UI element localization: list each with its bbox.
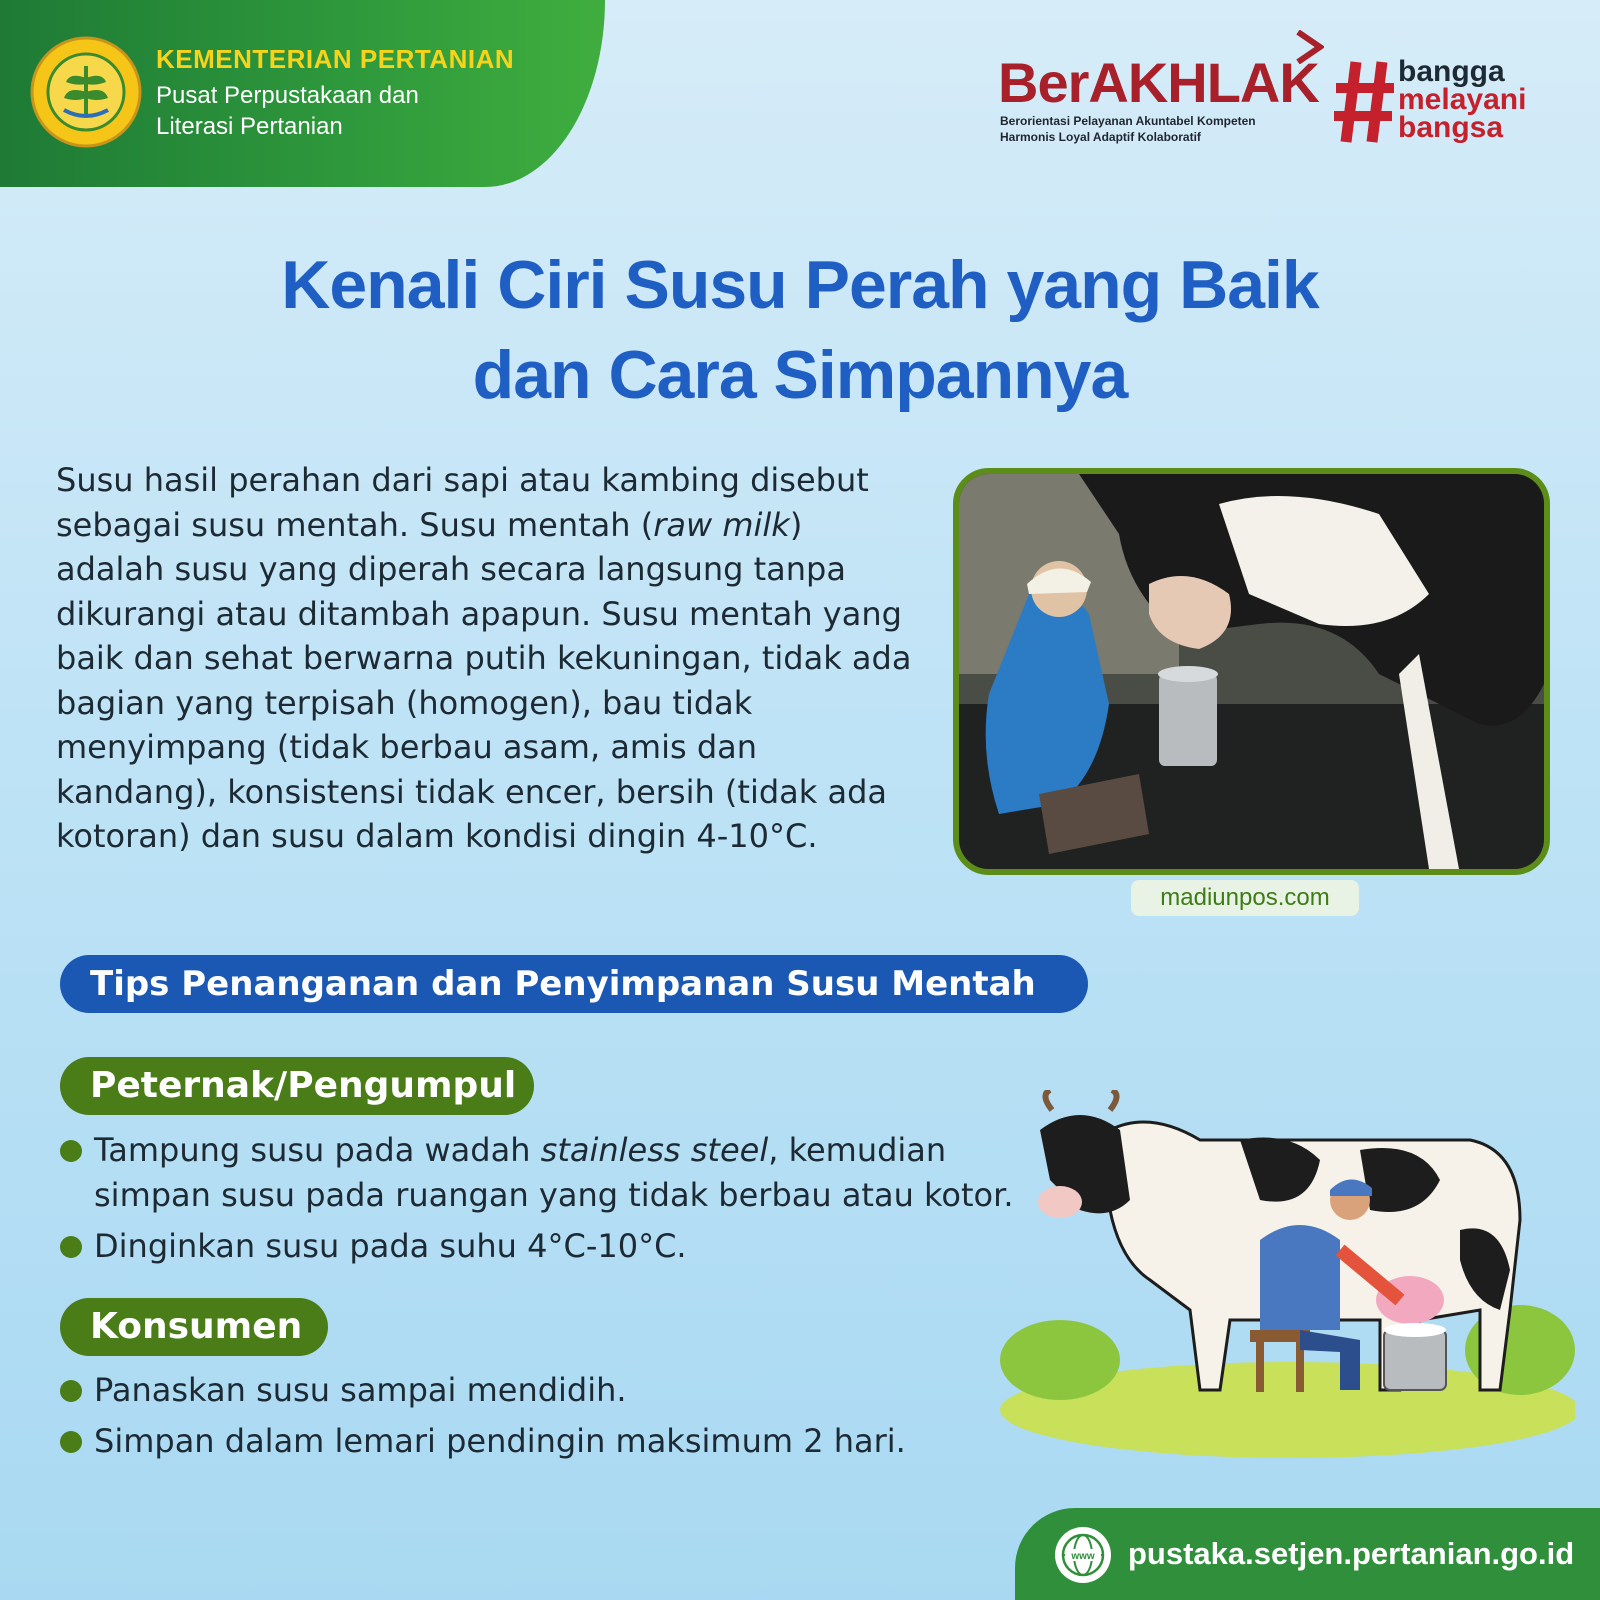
org-subtitle xyxy=(156,80,419,142)
org-title: KEMENTERIAN PERTANIAN xyxy=(156,44,515,74)
farmer-tip1-italic: stainless steel xyxy=(540,1131,769,1169)
farmer-tips-list xyxy=(60,1128,1040,1275)
berakhlak-word: BerAKHLAK xyxy=(998,51,1319,114)
bangga-word3: bangsa xyxy=(1398,111,1504,144)
consumer-tip2: Simpan dalam lemari pendingin maksimum 2 hari. xyxy=(94,1422,906,1460)
page-title xyxy=(0,240,1600,420)
cow-milking-illustration xyxy=(1000,1090,1575,1460)
berakhlak-line2: Harmonis Loyal Adaptif Kolaboratif xyxy=(1000,130,1201,144)
intro-italic: raw milk xyxy=(653,505,790,544)
bullet-dot-icon xyxy=(60,1431,82,1453)
bangga-word2: melayani xyxy=(1398,83,1527,116)
website-url[interactable]: pustaka.setjen.pertanian.go.id xyxy=(1128,1536,1575,1571)
photo-credit: madiunpos.com xyxy=(1131,880,1359,916)
org-subtitle-line2: Literasi Pertanian xyxy=(156,113,343,140)
milking-photo xyxy=(953,468,1550,875)
consumer-tips-list xyxy=(60,1368,1040,1470)
tips-banner: Tips Penanganan dan Penyimpanan Susu Mentah xyxy=(60,955,1088,1013)
ministry-seal-icon xyxy=(30,36,142,148)
globe-www-icon xyxy=(1053,1525,1113,1585)
list-item xyxy=(60,1128,1040,1218)
www-text: www xyxy=(1071,1551,1095,1562)
bullet-dot-icon xyxy=(60,1380,82,1402)
milking-photo-image xyxy=(959,474,1544,869)
bangga-word1: bangga xyxy=(1398,55,1505,88)
org-subtitle-line1: Pusat Perpustakaan dan xyxy=(156,82,419,109)
bullet-dot-icon xyxy=(60,1236,82,1258)
bangga-melayani-bangsa-logo xyxy=(1332,55,1552,158)
farmer-tip1-post: , kemudian simpan susu pada ruangan yang tidak berbau atau kotor. xyxy=(94,1131,1014,1214)
page-title-line1: Kenali Ciri Susu Perah yang Baik xyxy=(281,247,1319,323)
berakhlak-logo xyxy=(998,30,1328,150)
farmer-tip2: Dinginkan susu pada suhu 4°C-10°C. xyxy=(94,1227,687,1265)
intro-part2: ) adalah susu yang diperah secara langsung tanpa dikurangi atau ditambah apapun. Susu mentah yang baik dan sehat berwarna putih kekuningan, tidak ada bagian yang terpisah (homogen), bau tidak menyimpang (tidak berbau asam, amis dan kandang), konsistensi tidak encer, bersih (tidak ada kotoran) dan susu dalam kondisi dingin 4-10°C. xyxy=(56,505,912,855)
farmer-section-label: Peternak/Pengumpul xyxy=(60,1057,534,1115)
berakhlak-line1: Berorientasi Pelayanan Akuntabel Kompeten xyxy=(1000,114,1256,128)
hashtag-icon xyxy=(1332,58,1396,146)
intro-part1: Susu hasil perahan dari sapi atau kambing disebut sebagai susu mentah. Susu mentah ( xyxy=(56,461,869,544)
page-title-line2: dan Cara Simpannya xyxy=(472,337,1128,413)
farmer-tip1-pre: Tampung susu pada wadah xyxy=(94,1131,541,1169)
list-item xyxy=(60,1419,1040,1464)
intro-paragraph xyxy=(56,458,916,859)
consumer-section-label: Konsumen xyxy=(60,1298,328,1356)
consumer-tip1: Panaskan susu sampai mendidih. xyxy=(94,1371,627,1409)
list-item xyxy=(60,1368,1040,1413)
list-item xyxy=(60,1224,1040,1269)
bullet-dot-icon xyxy=(60,1140,82,1162)
